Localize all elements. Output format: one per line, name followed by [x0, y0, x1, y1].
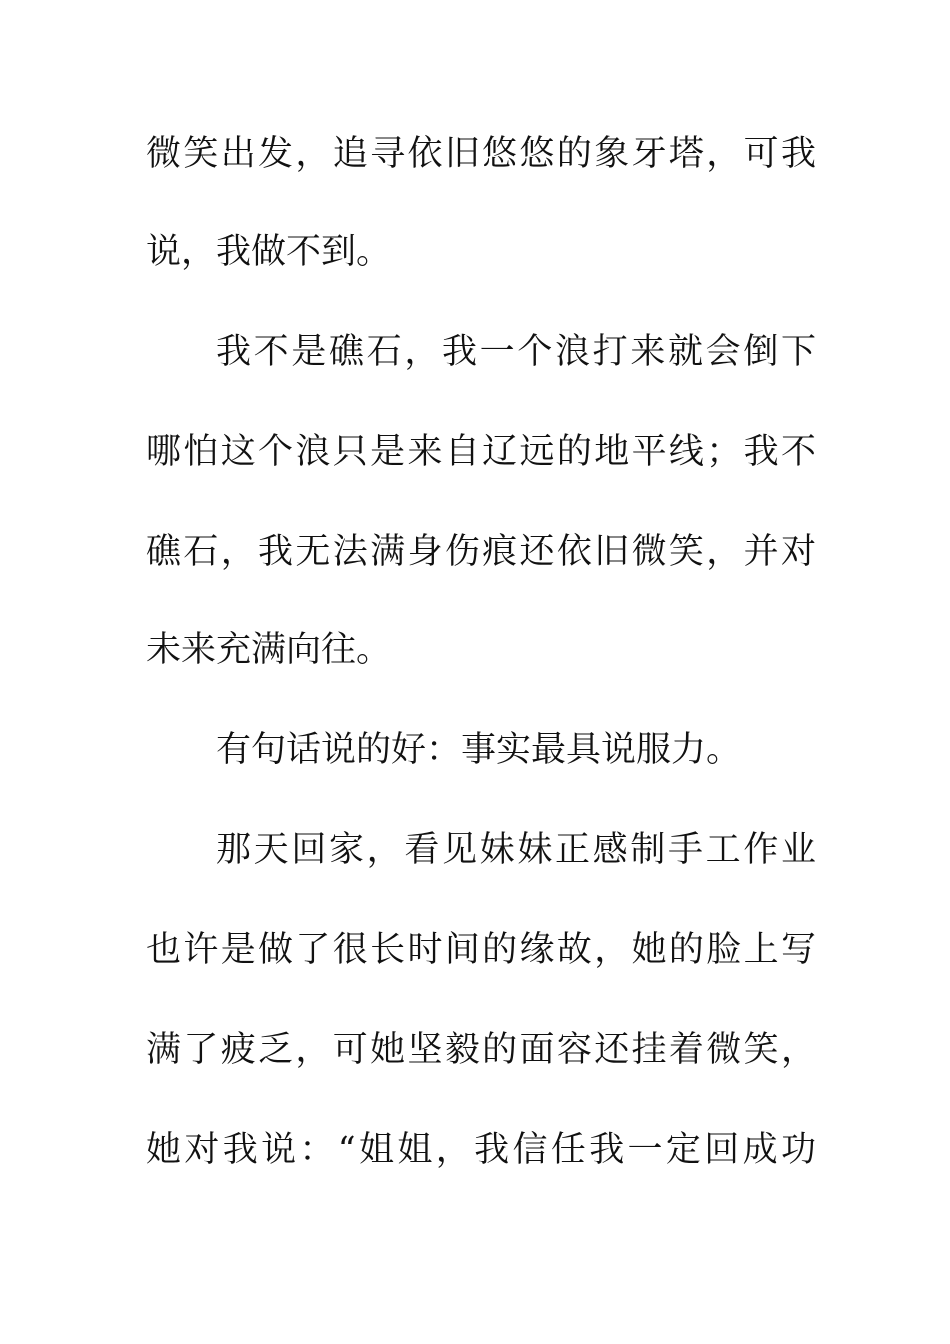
text-line-7: 有句话说的好：事实最具说服力。 [216, 730, 742, 770]
text-line-2: 说，我做不到。 [146, 232, 392, 272]
text-line-6: 未来充满向往。 [146, 630, 392, 670]
text-line-9: 也许是做了很长时间的缘故，她的脸上写 [146, 930, 816, 970]
text-line-11: 她对我说：“姐姐，我信任我一定回成功 [146, 1130, 816, 1170]
text-line-3: 我不是礁石，我一个浪打来就会倒下 [216, 332, 816, 372]
text-line-1: 微笑出发，追寻依旧悠悠的象牙塔，可我 [146, 134, 816, 174]
text-line-8: 那天回家，看见妹妹正感制手工作业 [216, 830, 816, 870]
text-line-5: 礁石，我无法满身伤痕还依旧微笑，并对 [146, 532, 816, 572]
text-line-4: 哪怕这个浪只是来自辽远的地平线；我不 [146, 432, 816, 472]
text-line-10: 满了疲乏，可她坚毅的面容还挂着微笑， [146, 1030, 816, 1070]
